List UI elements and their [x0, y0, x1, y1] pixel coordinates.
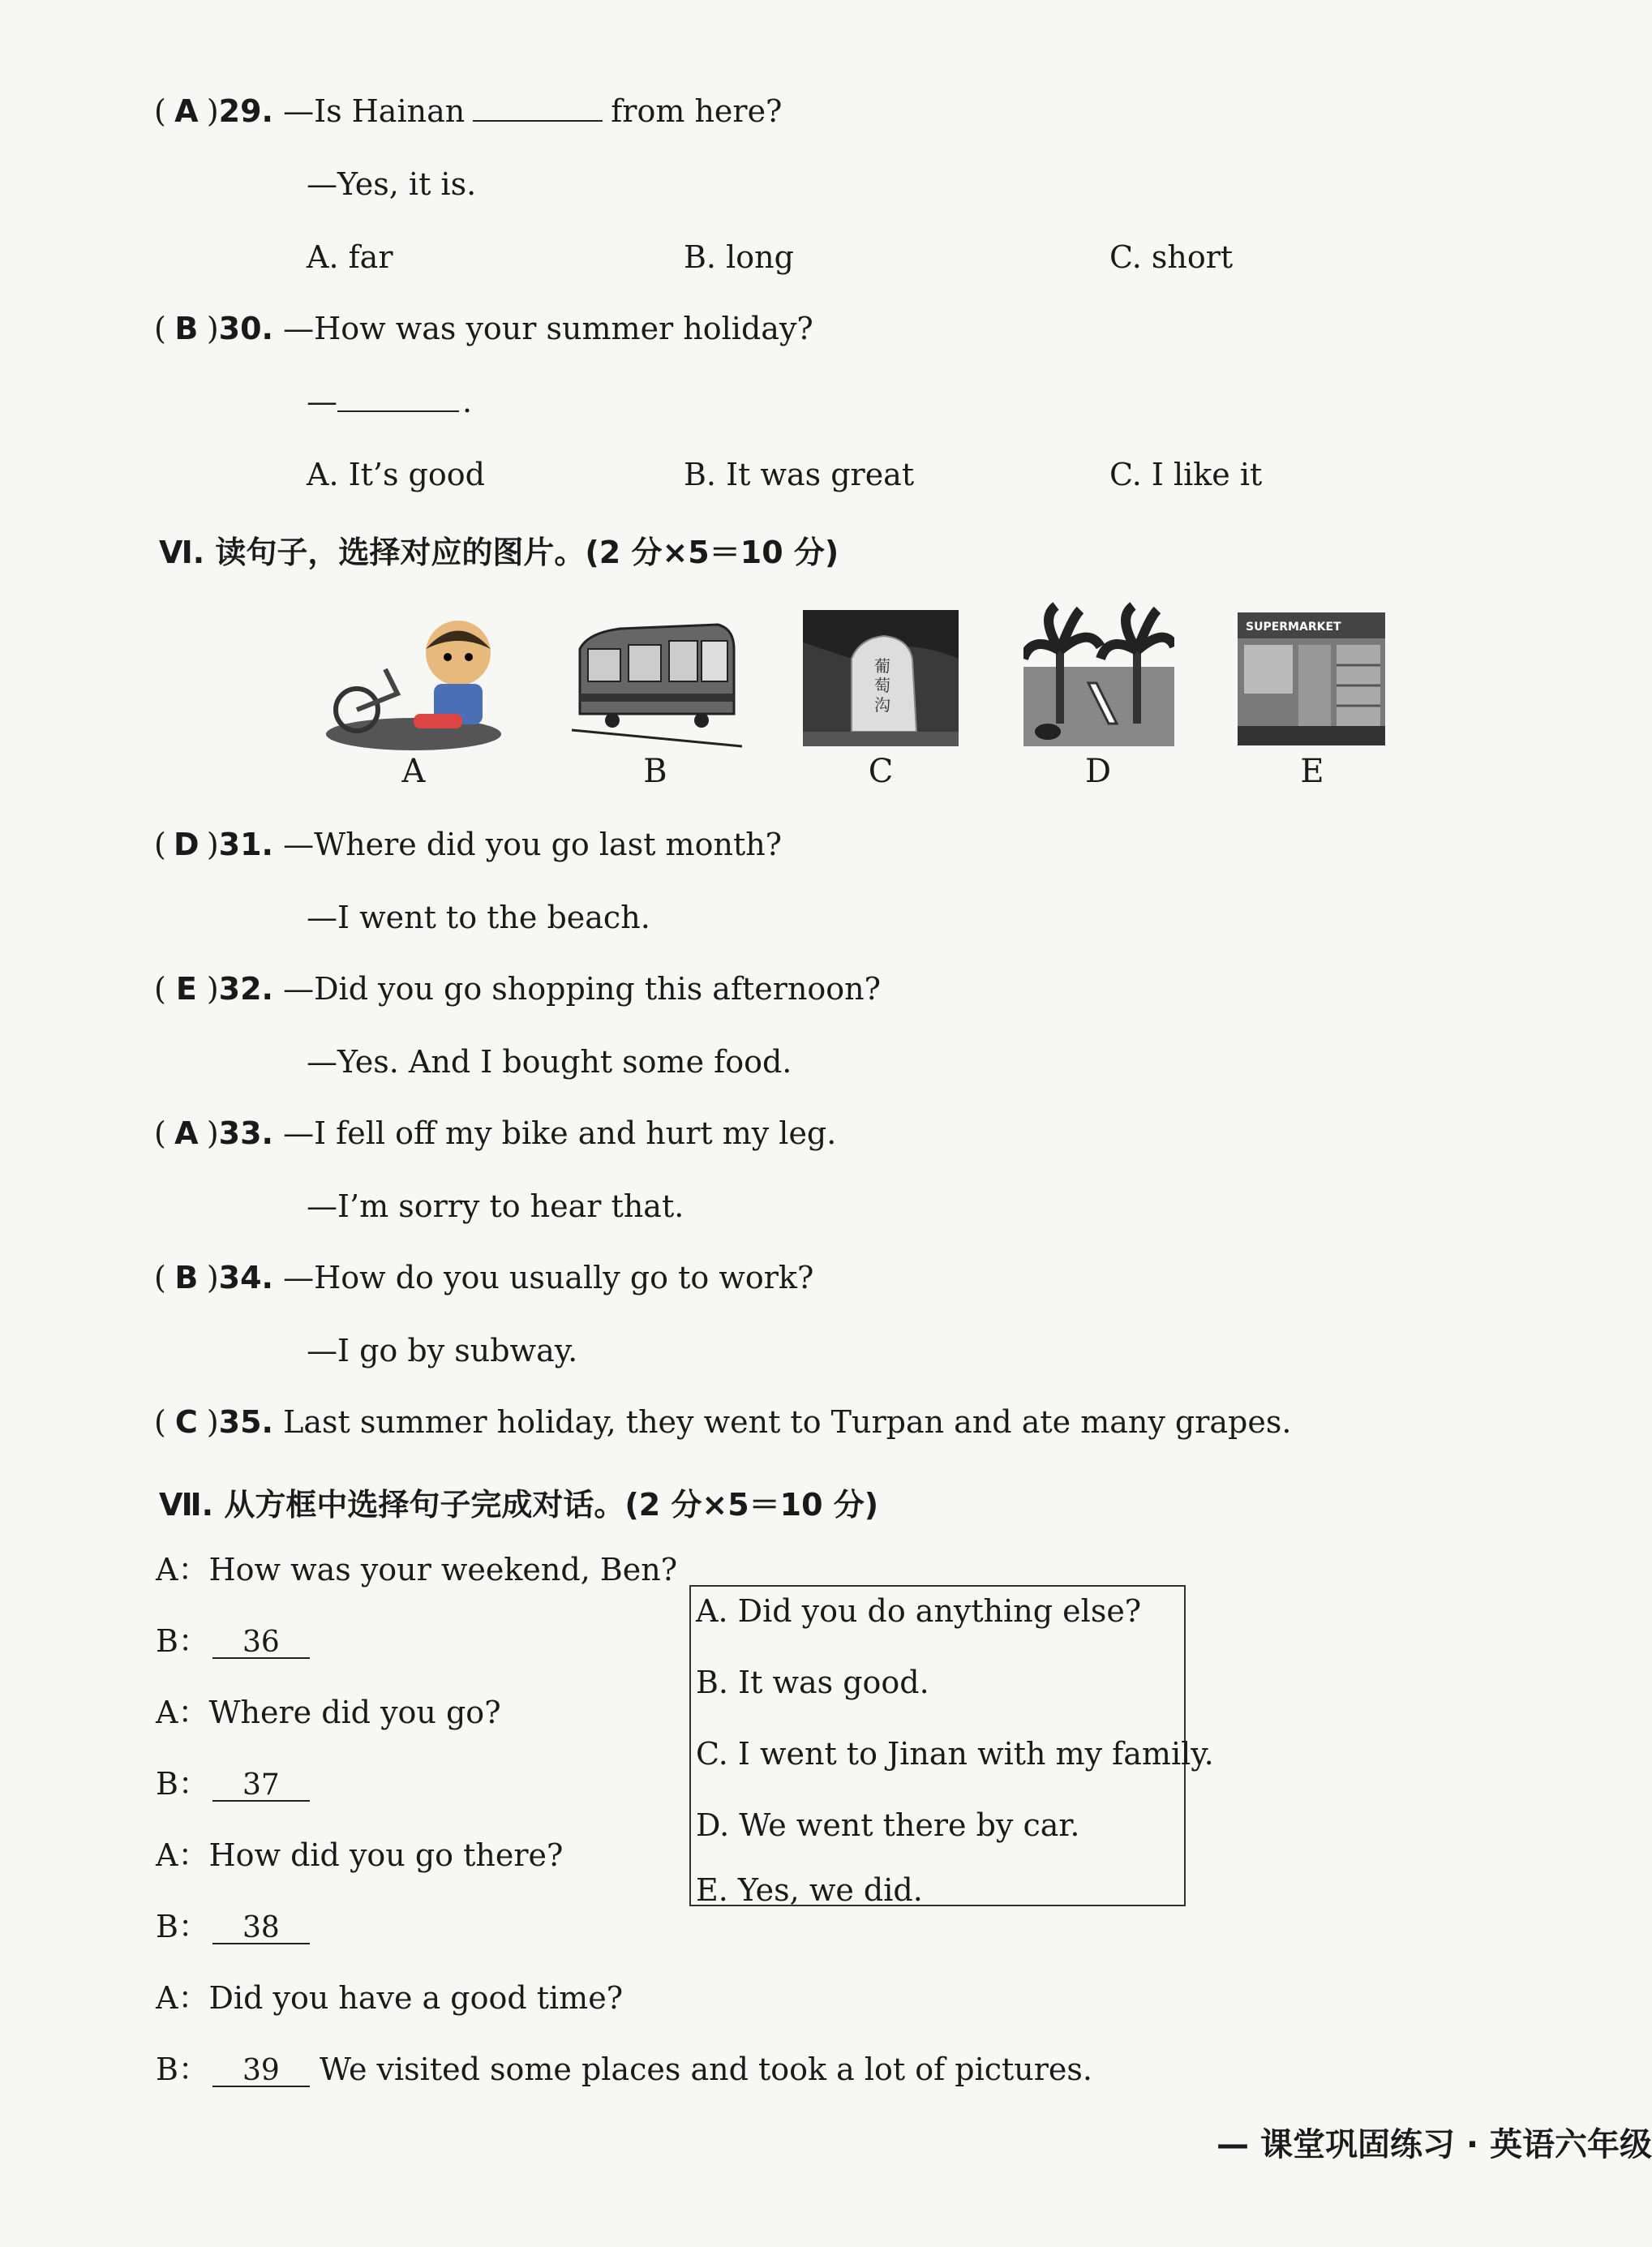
picture-e: [1238, 612, 1385, 749]
reply: —Yes, it is.: [307, 166, 477, 202]
answer: E: [175, 971, 197, 1007]
dialogue-text: Did you have a good time?: [208, 1980, 624, 2016]
question-30: ( B )30. —How was your summer holiday?: [154, 311, 813, 346]
options-box: [689, 1585, 1214, 1908]
picture-d: [1023, 602, 1174, 750]
reply-prefix: —: [307, 384, 337, 419]
question-text: —Where did you go last month?: [283, 827, 783, 862]
answer: D: [174, 827, 200, 862]
speaker: B：: [156, 2052, 209, 2087]
question-number: 31.: [218, 827, 273, 862]
section-title: Ⅵ. 读句子，选择对应的图片。(2 分×5＝10 分): [159, 535, 839, 570]
speaker: A：: [156, 1837, 209, 1873]
answer-blank: 38: [212, 1914, 310, 1944]
reply: —I’m sorry to hear that.: [307, 1188, 684, 1224]
question-number: 32.: [218, 971, 273, 1007]
question-number: 35.: [218, 1404, 273, 1440]
question-number: 33.: [218, 1115, 273, 1151]
question-number: 34.: [218, 1260, 273, 1295]
boy-fell-off-bike-icon: [324, 612, 503, 750]
answer-blank: 36: [212, 1628, 310, 1659]
answer-blank: 37: [212, 1771, 310, 1802]
dialogue-text: Where did you go?: [208, 1695, 501, 1730]
box-option-b: B. It was good.: [696, 1665, 929, 1700]
answer-blank: 39: [212, 2056, 310, 2087]
answer: B: [174, 1260, 199, 1295]
dialogue-line-8: [156, 2054, 1092, 2087]
speaker: B：: [156, 1909, 209, 1944]
question-text: Last summer holiday, they went to Turpan and ate many grapes.: [283, 1404, 1292, 1440]
grape-stone-monument-icon: [803, 610, 959, 746]
dialogue-text: How did you go there?: [208, 1837, 564, 1873]
answer: A: [174, 93, 199, 129]
sign-char-1: 葡: [874, 656, 890, 676]
supermarket-icon: [1238, 612, 1385, 745]
dialogue-text: How was your weekend, Ben?: [208, 1552, 678, 1588]
question-number: 29.: [218, 93, 273, 129]
question-text: —How was your summer holiday?: [283, 311, 813, 346]
section-title: Ⅶ. 从方框中选择句子完成对话。(2 分×5＝10 分): [159, 1487, 879, 1523]
option-c: C. I like it: [1109, 457, 1263, 492]
question-number: 30.: [218, 311, 273, 346]
question-32: ( E )32. —Did you go shopping this afternoon?: [154, 971, 882, 1007]
option-a: A. far: [307, 239, 393, 275]
box-option-a: A. Did you do anything else?: [696, 1593, 1142, 1629]
question-29: ( A )29. —Is Hainan from here?: [154, 93, 783, 129]
option-b: B. long: [684, 239, 794, 275]
picture-label-b: B: [643, 753, 667, 790]
box-option-e: E. Yes, we did.: [696, 1872, 923, 1908]
option-a: A. It’s good: [307, 457, 485, 492]
question-text-end: from here?: [611, 93, 783, 129]
reply: [307, 386, 472, 417]
box-option-c: C. I went to Jinan with my family.: [696, 1736, 1214, 1772]
answer: B: [174, 311, 199, 346]
dialogue-line-4: [156, 1768, 310, 1802]
picture-label-e: E: [1300, 753, 1324, 790]
question-text: —I fell off my bike and hurt my leg.: [283, 1115, 837, 1151]
reply-suffix: .: [462, 384, 473, 419]
dialogue-text: We visited some places and took a lot of pictures.: [320, 2052, 1092, 2087]
question-text: —Is Hainan: [283, 93, 466, 129]
question-34: ( B )34. —How do you usually go to work?: [154, 1260, 814, 1295]
speaker: B：: [156, 1623, 209, 1659]
question-text: —Did you go shopping this afternoon?: [283, 971, 882, 1007]
speaker: A：: [156, 1980, 209, 2016]
dialogue-line-3: [156, 1697, 501, 1728]
dialogue-line-5: [156, 1837, 564, 1873]
picture-c: [803, 610, 959, 750]
question-text: —How do you usually go to work?: [283, 1260, 814, 1295]
picture-label-a: A: [401, 753, 426, 790]
picture-label-c: C: [868, 753, 894, 790]
answer-blank: [473, 96, 603, 122]
picture-a: [324, 612, 503, 754]
dialogue-line-2: [156, 1623, 310, 1659]
picture-b: [572, 617, 742, 754]
reply: —I went to the beach.: [307, 900, 650, 935]
dialogue-line-1: [156, 1552, 678, 1588]
picture-label-d: D: [1084, 753, 1112, 790]
answer: A: [174, 1115, 199, 1151]
page-footer: — 课堂巩固练习 · 英语六年级: [1216, 2126, 1652, 2163]
question-35: ( C )35. Last summer holiday, they went to Turpan and ate many grapes.: [154, 1404, 1292, 1440]
reply: —I go by subway.: [307, 1333, 578, 1368]
sign-char-2: 萄: [874, 676, 890, 695]
answer: C: [174, 1404, 198, 1440]
option-b: B. It was great: [684, 457, 915, 492]
dialogue-line-7: [156, 1980, 624, 2016]
beach-palm-trees-icon: [1023, 602, 1174, 746]
option-c: C. short: [1109, 239, 1234, 275]
sign-char-3: 沟: [874, 695, 890, 715]
question-33: ( A )33. —I fell off my bike and hurt my leg.: [154, 1115, 837, 1151]
reply: —Yes. And I bought some food.: [307, 1044, 792, 1080]
sign-text: SUPERMARKET: [1246, 621, 1341, 634]
question-31: ( D )31. —Where did you go last month?: [154, 827, 783, 862]
subway-train-icon: [572, 617, 742, 750]
box-option-d: D. We went there by car.: [696, 1807, 1080, 1843]
answer-blank: [337, 386, 459, 412]
speaker: A：: [156, 1552, 209, 1588]
speaker: A：: [156, 1695, 209, 1730]
dialogue-line-6: [156, 1911, 310, 1944]
speaker: B：: [156, 1766, 209, 1802]
